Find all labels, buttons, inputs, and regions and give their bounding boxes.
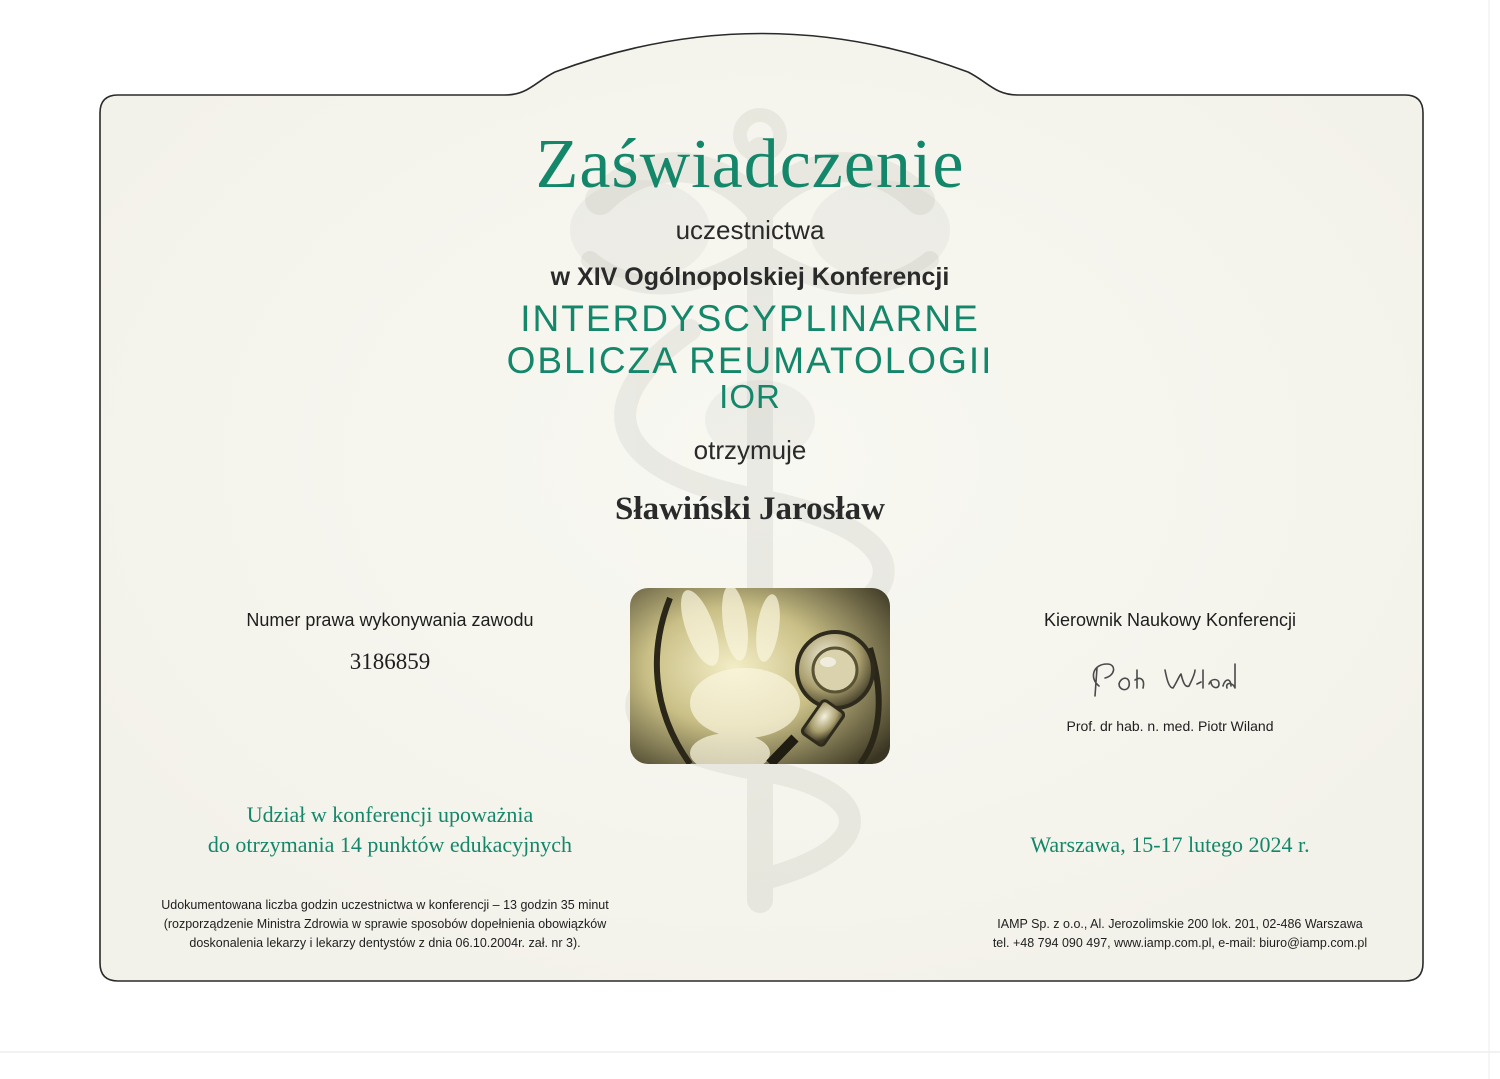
xray-stethoscope-photo	[630, 588, 890, 764]
scientific-director-label: Kierownik Naukowy Konferencji	[1043, 610, 1297, 630]
conference-name-line1: INTERDYSCYPLINARNE	[520, 298, 980, 339]
conference-intro: w XIV Ogólnopolskiej Konferencji	[550, 263, 950, 291]
license-number: 3186859	[349, 649, 431, 674]
certificate-subtitle: uczestnictwa	[675, 215, 825, 245]
footer-right-line1: IAMP Sp. z o.o., Al. Jerozolimskie 200 lok. 201, 02-486 Warszawa	[997, 917, 1363, 931]
scientific-director-name: Prof. dr hab. n. med. Piotr Wiland	[1066, 718, 1274, 734]
license-label: Numer prawa wykonywania zawodu	[246, 610, 534, 630]
certificate-title: Zaświadczenie	[535, 126, 965, 203]
recipient-name: Sławiński Jarosław	[615, 491, 885, 527]
receives-label: otrzymuje	[693, 435, 807, 465]
conference-name-line2: OBLICZA REUMATOLOGII	[506, 340, 994, 381]
points-line1: Udział w konferencji upoważnia	[246, 802, 534, 827]
footer-left-line1: Udokumentowana liczba godzin uczestnictwa w konferencji – 13 godzin 35 minut	[161, 898, 609, 912]
footer-right-line2: tel. +48 794 090 497, www.iamp.com.pl, e-mail: biuro@iamp.com.pl	[992, 936, 1368, 950]
conference-name-line3: IOR	[719, 378, 781, 415]
footer-left-line2: (rozporządzenie Ministra Zdrowia w sprawie sposobów dopełnienia obowiązków	[163, 917, 607, 931]
signature-image	[1085, 656, 1245, 700]
points-line2: do otrzymania 14 punktów edukacyjnych	[207, 832, 573, 857]
place-date: Warszawa, 15-17 lutego 2024 r.	[1030, 832, 1310, 857]
footer-left-line3: doskonalenia lekarzy i lekarzy dentystów z dnia 06.10.2004r. zał. nr 3).	[189, 936, 581, 950]
